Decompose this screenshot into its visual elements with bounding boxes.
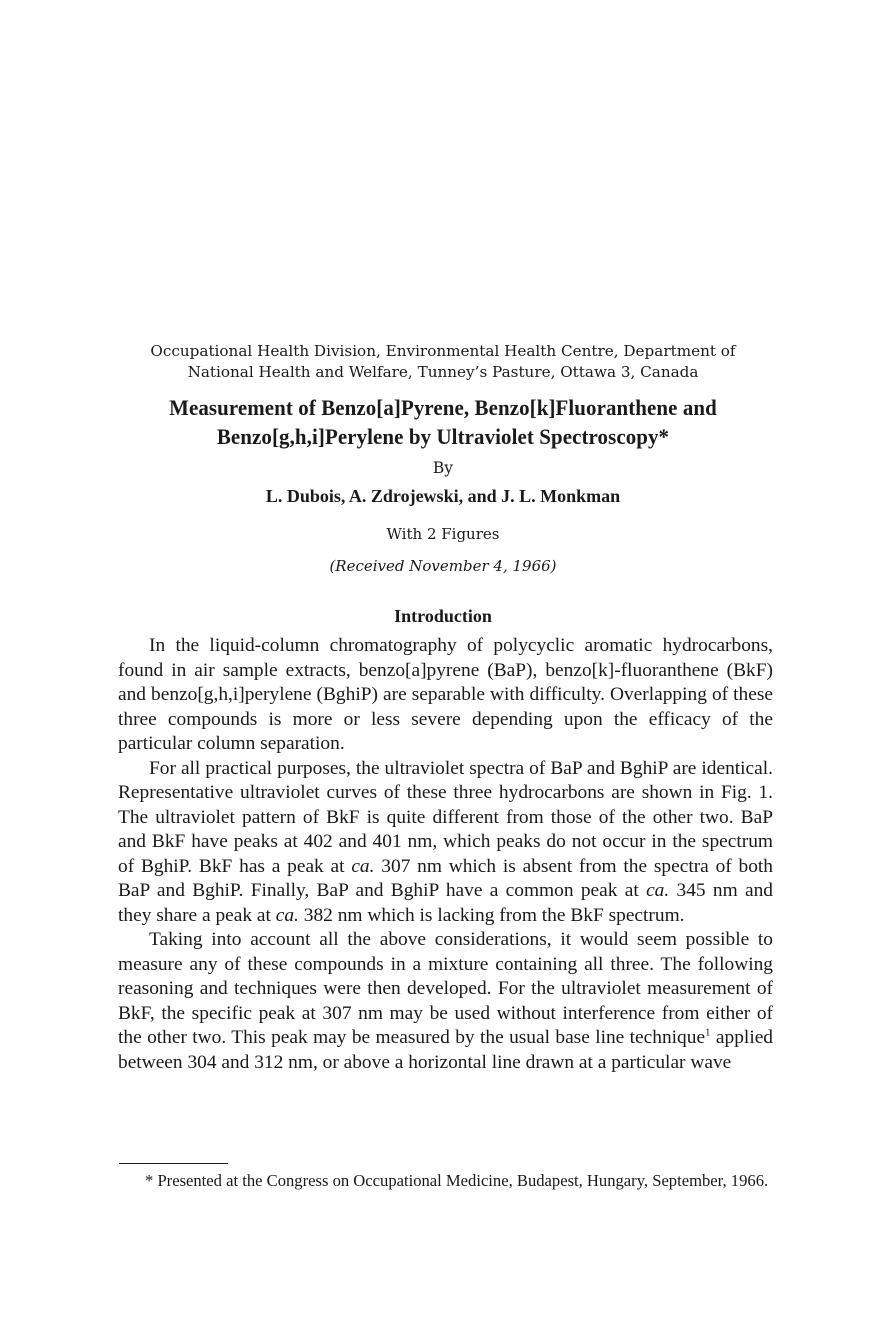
footnote [119,1170,774,1192]
paragraph-2-text: 382 nm which is lacking from the BkF spectrum. [298,904,685,926]
paper-title [115,394,772,451]
authors: L. Dubois, A. Zdrojewski, and J. L. Monkman [265,486,621,506]
paragraph-2-text: For all practical purposes, the ultraviolet spectra of BaP and BghiP are identical. Representative ultraviolet curves of these three hydrocarbons are shown in Fig. 1. The ultraviolet pattern of BkF is quite different from those of the other two. BaP and BkF have peaks at 402 and 401 nm, which peaks do not occur in the spectrum of BghiP. BkF has a peak at [118,757,773,877]
title-line-2: Benzo[g,h,i]Perylene by Ultraviolet Spectroscopy* [216,423,670,449]
affiliation-line-2: National Health and Welfare, Tunney’s Pasture, Ottawa 3, Canada [187,363,699,381]
paragraph-3-text: applied between 304 and 312 nm, or above a horizontal line drawn at a particular wave [118,1027,774,1073]
circa-abbrev: ca. [275,904,299,926]
footnote-rule [119,1163,228,1164]
circa-abbrev: ca. [646,880,670,901]
body-text [118,634,773,1075]
footnote-text: * Presented at the Congress on Occupational Medicine, Budapest, Hungary, September, 1966. [145,1171,769,1190]
figures-note: With 2 Figures [386,525,500,543]
paragraph-3 [118,928,773,1075]
reference-marker: 1 [705,1026,711,1039]
circa-abbrev: ca. [351,855,375,877]
affiliation [100,341,786,383]
affiliation-line-1: Occupational Health Division, Environmental Health Centre, Department of [150,342,736,360]
paragraph-2-text: 345 nm and they share a peak at [118,880,774,926]
paragraph-2 [118,757,773,929]
paragraph-1: In the liquid-column chromatography of polycyclic aromatic hydrocarbons, found in air sample extracts, benzo[a]pyrene (BaP), benzo[k]-fluoranthene (BkF) and benzo[g,h,i]perylene (BghiP) are separable with difficulty. Overlapping of these three compounds is more or less severe depending upon the efficacy of the particular column separation. [118,635,773,754]
paragraph-3-text: Taking into account all the above considerations, it would seem possible to measure any of these compounds in a mixture containing all three. The following reasoning and techniques were then developed. For the ultraviolet measurement of BkF, the specific peak at 307 nm may be used without interference from either of the other two. This peak may be measured by the usual base line technique [118,929,773,1048]
paragraph-2-text: 307 nm which is absent from the spectra of both BaP and BghiP. Finally, BaP and BghiP have a common peak at [118,855,773,901]
received-date: (Received November 4, 1966) [329,557,557,575]
section-heading: Introduction [394,606,492,626]
title-line-1: Measurement of Benzo[a]Pyrene, Benzo[k]Fluoranthene and [169,395,717,420]
by-label: By [432,459,454,477]
